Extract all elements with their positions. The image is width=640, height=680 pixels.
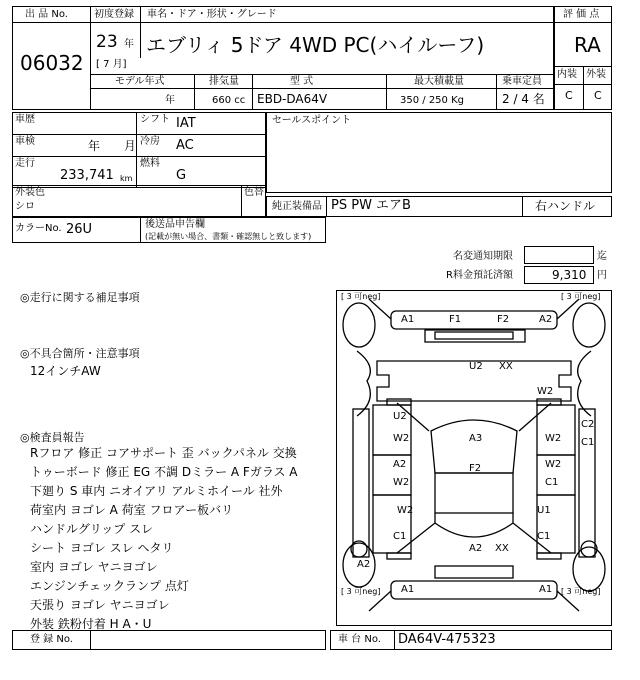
color-frame xyxy=(12,185,266,217)
name-change-unit: 迄 xyxy=(597,251,607,262)
corner-label-bottom-left: [ 3 可neg] xyxy=(341,587,381,596)
mark-right-rear-door-w2: W2 xyxy=(545,459,562,470)
inspector-line: 室内 ヨゴレ ヤニヨゴレ xyxy=(30,560,158,574)
right-rear-panel xyxy=(537,495,575,553)
history-label: 車歴 xyxy=(15,114,35,125)
mark-front-bumper-right: A2 xyxy=(539,314,553,325)
mark-rear-left-a2: A2 xyxy=(357,559,371,570)
displacement-label: 排気量 xyxy=(209,76,239,87)
first-reg-year-unit: 年 xyxy=(124,39,134,50)
mark-left-fender-u2: U2 xyxy=(393,411,407,422)
color-no-label: カラーNo. xyxy=(15,223,62,234)
inspector-line: エンジンチェックランプ 点灯 xyxy=(30,579,189,593)
first-reg-year: 23 xyxy=(96,32,118,52)
color-change-label: 色替 xyxy=(244,187,264,198)
inspection-value: 年 月 xyxy=(88,139,136,153)
rear-bumper xyxy=(391,581,557,599)
mark-rear-bumper-a1b: A1 xyxy=(539,584,553,595)
fuel-label: 燃料 xyxy=(140,158,160,169)
name-change-box xyxy=(524,246,594,264)
recycle-label: R料金預託済額 xyxy=(446,270,513,281)
mileage-unit: km xyxy=(120,174,133,183)
mark-right-c1: C1 xyxy=(581,437,595,448)
supplement-label: ◎走行に関する補足事項 xyxy=(20,291,140,304)
model-year-value: 年 xyxy=(165,95,175,106)
recycle-unit: 円 xyxy=(597,270,607,281)
aftermarket-note: (記載が無い場合、書類・確認無しと致します) xyxy=(145,232,312,241)
load-value: 350 / 250 Kg xyxy=(400,95,464,106)
mark-front-f2: F2 xyxy=(497,314,510,325)
mark-center-f2: F2 xyxy=(469,463,482,474)
left-rear-panel xyxy=(373,495,414,553)
inspector-label: ◎検査員報告 xyxy=(20,431,85,444)
mark-right-front-door-w2: W2 xyxy=(545,433,562,444)
interior-value: C xyxy=(565,89,573,102)
history-frame xyxy=(12,112,266,188)
inspector-line: 荷室内 ヨゴレ A 荷室 フロアー板バリ xyxy=(30,503,234,517)
mark-left-a2: A2 xyxy=(393,459,407,470)
mark-left-rear-w2: W2 xyxy=(397,505,414,516)
handle-value: 右ハンドル xyxy=(535,199,596,213)
color-no-value: 26U xyxy=(66,222,93,237)
mileage-label: 走行 xyxy=(15,158,35,169)
wheel-front-right xyxy=(573,303,605,347)
corner-label-top-right: [ 3 可neg] xyxy=(561,292,601,301)
center-panel xyxy=(435,473,513,513)
ac-value: AC xyxy=(176,138,194,153)
car-name-label: 車名・ドア・形状・グレード xyxy=(147,9,277,20)
mark-right-front-w2: W2 xyxy=(537,386,554,397)
capacity-label: 乗車定員 xyxy=(502,76,542,87)
grade-label: 評 価 点 xyxy=(563,9,600,20)
car-name: エブリィ 5ドア 4WD PC(ハイルーフ) xyxy=(146,33,485,57)
chassis-label: 車 台 No. xyxy=(338,634,381,645)
inspector-line: 天張り ヨゴレ ヤニヨゴレ xyxy=(30,598,170,612)
first-reg-month: [ 7 月] xyxy=(96,59,127,70)
inspector-line: シート ヨゴレ スレ ヘタリ xyxy=(30,541,174,555)
exterior-value: C xyxy=(594,89,602,102)
mark-right-c2: C2 xyxy=(581,419,595,430)
wheel-front-left xyxy=(343,303,375,347)
left-sill xyxy=(353,409,369,557)
grade-value: RA xyxy=(574,33,601,57)
wheel-rear-right xyxy=(573,547,605,591)
mark-right-rear-u1: U1 xyxy=(537,505,551,516)
displacement-value: 660 cc xyxy=(212,95,246,106)
right-sill xyxy=(579,409,595,557)
mark-left-fender-w2: W2 xyxy=(393,433,410,444)
mark-front-f1: F1 xyxy=(449,314,462,325)
inspector-line: 外装 鉄粉付着 H A・U xyxy=(30,617,152,631)
mark-left-w2: W2 xyxy=(393,477,410,488)
model-year-label: モデル年式 xyxy=(115,76,165,87)
mileage-value: 233,741 xyxy=(60,168,114,183)
registration-label: 登 録 No. xyxy=(30,634,73,645)
shift-value: IAT xyxy=(176,116,196,131)
lot-number: 06032 xyxy=(20,51,84,75)
first-reg-label: 初度登録 xyxy=(94,9,134,20)
ac-label: 冷房 xyxy=(140,136,160,147)
defects-value: 12インチAW xyxy=(30,364,101,378)
mark-roof-u2: U2 xyxy=(469,361,483,372)
ext-color-label: 外装色 xyxy=(15,187,45,198)
inspector-line: Rフロア 修正 コアサポート 歪 バックパネル 交換 xyxy=(30,446,297,460)
inspector-line: トゥーボード 修正 EG 不調 Dミラー A Fガラス A xyxy=(30,465,298,479)
damage-diagram xyxy=(336,290,612,626)
mark-front-bumper-left: A1 xyxy=(401,314,415,325)
name-change-label: 名変通知期限 xyxy=(453,251,513,262)
corner-label-top-left: [ 3 可neg] xyxy=(341,292,381,301)
corner-label-bottom-right: [ 3 可neg] xyxy=(561,587,601,596)
inspector-line: 下廻り S 車内 ニオイアリ アルミホイール 社外 xyxy=(30,484,283,498)
exterior-label: 外装 xyxy=(586,69,606,80)
mark-tail-xx: XX xyxy=(495,543,509,554)
genuine-equipment-label: 純正装備品 xyxy=(272,201,322,212)
inspector-line: ハンドルグリップ スレ xyxy=(30,522,154,536)
mark-roof-xx: XX xyxy=(499,361,513,372)
defects-label: ◎不具合箇所・注意事項 xyxy=(20,347,140,360)
mark-tail-a2: A2 xyxy=(469,543,483,554)
capacity-value: 2 / 4 名 xyxy=(502,92,545,106)
lot-label: 出 品 No. xyxy=(25,9,68,20)
mark-right-rear-c1b: C1 xyxy=(537,531,551,542)
fuel-value: G xyxy=(176,168,187,183)
ext-color-value: シロ xyxy=(15,201,35,212)
mark-rear-bumper-a1: A1 xyxy=(401,584,415,595)
aftermarket-label: 後送品申告欄 xyxy=(145,219,205,230)
genuine-equipment-value: PS PW エアB xyxy=(331,198,411,213)
load-label: 最大積載量 xyxy=(414,76,464,87)
mark-right-rear-c1: C1 xyxy=(545,477,559,488)
sales-point-label: セールスポイント xyxy=(272,115,352,126)
chassis-value: DA64V-475323 xyxy=(398,632,496,647)
shift-label: シフト xyxy=(140,114,170,125)
type-label: 型 式 xyxy=(290,76,314,87)
interior-label: 内装 xyxy=(557,69,577,80)
mark-left-rear-c1: C1 xyxy=(393,531,407,542)
recycle-value: 9,310 xyxy=(552,268,587,282)
right-front-panel xyxy=(537,405,575,455)
front-bumper xyxy=(391,311,557,329)
inspection-label: 車検 xyxy=(15,136,35,147)
mark-hood-a3: A3 xyxy=(469,433,483,444)
type-value: EBD-DA64V xyxy=(257,92,328,106)
